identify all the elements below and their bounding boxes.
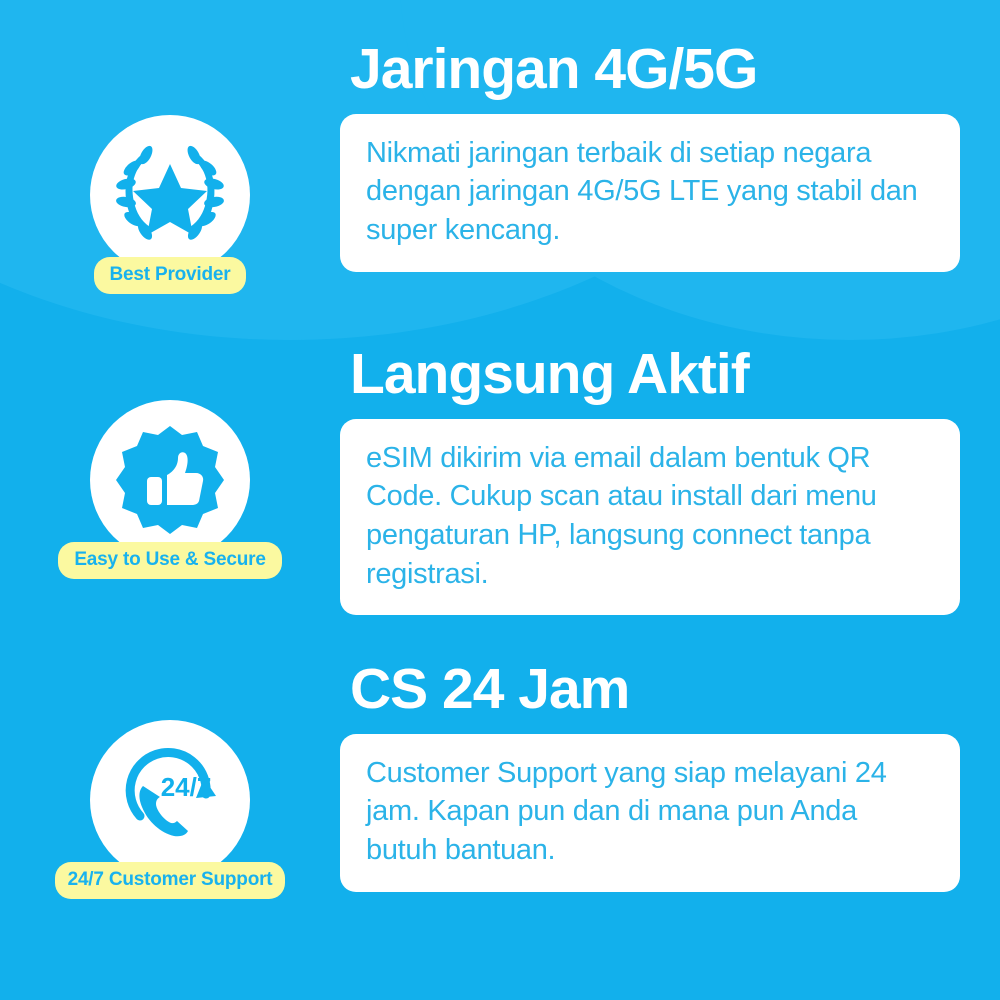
feature-icon-column — [0, 660, 340, 899]
feature-item — [0, 37, 1000, 294]
phone-24-7-icon — [90, 720, 250, 880]
feature-body: eSIM dikirim via email dalam bentuk QR Code. Cukup scan atau install dari menu pengaturan HP, langsung connect tanpa registrasi. — [366, 441, 877, 590]
feature-title: CS 24 Jam — [350, 657, 630, 721]
phone-icon-label: 24/7 — [160, 771, 211, 802]
feature-body: Customer Support yang siap melayani 24 jam. Kapan pun dan di mana pun Anda butuh bantuan. — [366, 756, 887, 866]
feature-card — [340, 734, 960, 892]
feature-item — [0, 342, 1000, 615]
feature-title: Jaringan 4G/5G — [350, 37, 758, 101]
feature-icon-column — [0, 345, 340, 579]
feature-badge: Best Provider — [94, 257, 247, 294]
feature-text-column — [340, 342, 980, 615]
feature-card — [340, 114, 960, 272]
feature-badge: 24/7 Customer Support — [55, 862, 286, 899]
feature-text-column — [340, 37, 980, 272]
feature-icon-column — [0, 40, 340, 294]
feature-text-column — [340, 657, 980, 892]
feature-item — [0, 657, 1000, 899]
star-laurel-icon — [90, 115, 250, 275]
feature-card — [340, 419, 960, 615]
feature-badge: Easy to Use & Secure — [58, 542, 281, 579]
thumbs-up-badge-icon — [90, 400, 250, 560]
feature-body: Nikmati jaringan terbaik di setiap negara dengan jaringan 4G/5G LTE yang stabil dan super kencang. — [366, 136, 918, 246]
feature-title: Langsung Aktif — [350, 342, 749, 406]
